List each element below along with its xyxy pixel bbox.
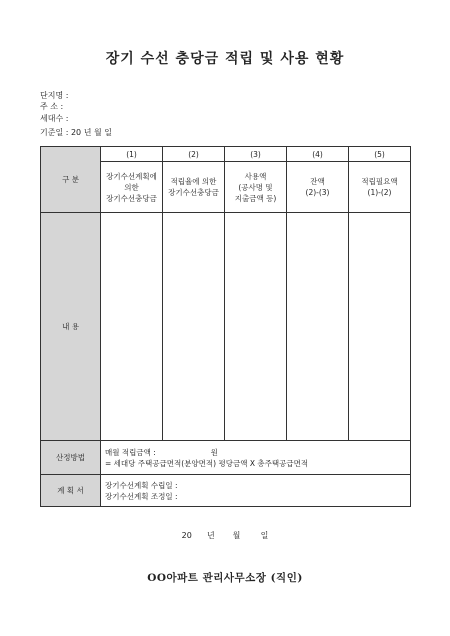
- signature-line: OO아파트 관리사무소장 (직인): [147, 572, 303, 584]
- col-desc-1: 장기수선계획에 의한 장기수선충당금: [101, 162, 163, 213]
- status-table: [40, 146, 411, 507]
- info-households: 세대수 :: [40, 114, 69, 123]
- content-cell-4[interactable]: [287, 213, 349, 441]
- info-address: 주 소 :: [40, 102, 64, 111]
- content-cell-2[interactable]: [163, 213, 225, 441]
- col-num-2: (2): [163, 147, 225, 162]
- plan-label: 계 획 서: [41, 475, 101, 507]
- col-desc-2: 적립율에 의한 장기수선충당금: [163, 162, 225, 213]
- col-desc-3: 사용액 (공사명 및 지출금액 등): [225, 162, 287, 213]
- content-row-label: 내 용: [41, 213, 101, 441]
- plan-line-2: 장기수선계획 조정일 :: [105, 491, 178, 501]
- plan-cell: [101, 475, 411, 507]
- col-header-label: 구 분: [41, 147, 101, 213]
- calc-method-label: 산정방법: [41, 441, 101, 475]
- content-cell-5[interactable]: [349, 213, 411, 441]
- content-cell-1[interactable]: [101, 213, 163, 441]
- col-num-5: (5): [349, 147, 411, 162]
- calc-method-cell: [101, 441, 411, 475]
- col-desc-5: 적립필요액 (1)-(2): [349, 162, 411, 213]
- document-title: 장기 수선 충당금 적립 및 사용 현황: [105, 51, 345, 67]
- info-base-date: 기준일 : 20 년 월 일: [40, 128, 112, 137]
- info-complex: 단지명 :: [40, 91, 69, 100]
- issue-date: 20 년 월 일: [181, 531, 269, 540]
- content-cell-3[interactable]: [225, 213, 287, 441]
- col-num-3: (3): [225, 147, 287, 162]
- plan-line-1: 장기수선계획 수립일 :: [105, 480, 178, 490]
- col-num-1: (1): [101, 147, 163, 162]
- calc-line-2: = 세대당 주택공급면적(분양면적) 평당금액 X 총주택공급면적: [105, 458, 309, 468]
- calc-line-1: 매월 적립금액 : 원: [105, 447, 218, 457]
- col-desc-4: 잔액 (2)-(3): [287, 162, 349, 213]
- col-num-4: (4): [287, 147, 349, 162]
